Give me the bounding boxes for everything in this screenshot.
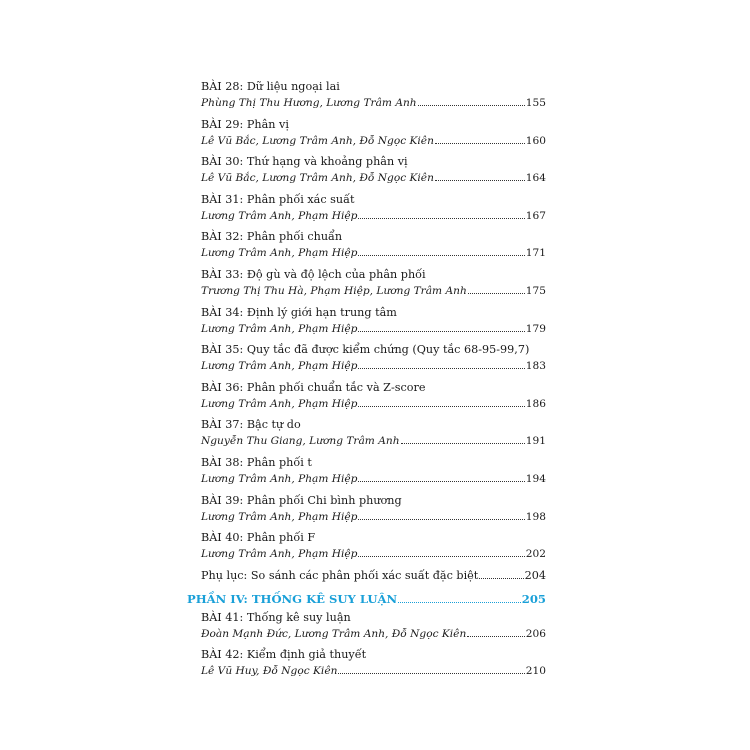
chapter-page-number: 210 — [525, 665, 546, 678]
appendix-title: Phụ lục: So sánh các phân phối xác suất đặc biệt — [201, 568, 479, 582]
chapter-authors: Lương Trâm Anh, Phạm Hiệp — [201, 209, 358, 222]
chapter-authors: Đoàn Mạnh Đức, Lương Trâm Anh, Đỗ Ngọc Kiên — [201, 627, 467, 640]
leader-dots — [338, 673, 524, 674]
chapter-page-number: 164 — [525, 172, 546, 185]
chapter-title: BÀI 30: Thứ hạng và khoảng phân vị — [201, 155, 408, 169]
chapter-title: BÀI 36: Phân phối chuẩn tắc và Z-score — [201, 380, 426, 394]
chapter-page-number: 206 — [525, 627, 546, 640]
leader-dots — [358, 556, 524, 557]
leader-dots — [358, 406, 524, 407]
chapter-author-line — [187, 509, 546, 525]
chapter-title: BÀI 38: Phân phối t — [201, 455, 312, 469]
leader-dots — [358, 368, 524, 369]
part-page: 205 — [521, 591, 546, 606]
chapter-authors: Lương Trâm Anh, Phạm Hiệp — [201, 322, 358, 335]
chapter-title-line — [187, 530, 546, 546]
chapter-authors: Lê Vũ Bắc, Lương Trâm Anh, Đỗ Ngọc Kiên — [201, 172, 434, 185]
chapter-author-line — [187, 471, 546, 487]
toc-entry[interactable] — [187, 192, 546, 224]
chapter-page-number: 183 — [525, 360, 546, 373]
chapter-title-line — [187, 305, 546, 321]
chapter-page-number: 186 — [525, 397, 546, 410]
chapter-title: BÀI 28: Dữ liệu ngoại lai — [201, 80, 340, 93]
chapter-author-line — [187, 245, 546, 261]
toc-entry[interactable] — [187, 417, 546, 449]
chapter-author-line — [187, 321, 546, 337]
chapter-authors: Lê Vũ Bắc, Lương Trâm Anh, Đỗ Ngọc Kiên — [201, 134, 434, 147]
appendix-entry[interactable] — [187, 568, 546, 584]
chapter-authors: Lương Trâm Anh, Phạm Hiệp — [201, 510, 358, 523]
chapter-page-number: 179 — [525, 322, 546, 335]
toc-entry[interactable] — [187, 229, 546, 261]
chapter-author-line — [187, 283, 546, 299]
chapter-title-line — [187, 647, 546, 663]
toc-entry[interactable] — [187, 647, 546, 679]
leader-dots — [358, 519, 524, 520]
chapter-title-line — [187, 417, 546, 433]
leader-dots — [358, 255, 524, 256]
toc-entry[interactable] — [187, 493, 546, 525]
chapter-title-line — [187, 610, 546, 626]
chapter-title-line — [187, 267, 546, 283]
leader-dots — [435, 180, 525, 181]
toc-entry[interactable] — [187, 305, 546, 337]
chapter-title-line — [187, 493, 546, 509]
chapter-page-number: 160 — [525, 134, 546, 147]
chapter-title: BÀI 39: Phân phối Chi bình phương — [201, 493, 402, 507]
chapter-page-number: 171 — [525, 247, 546, 260]
chapter-author-line — [187, 358, 546, 374]
chapter-page-number: 167 — [525, 209, 546, 222]
chapter-title: BÀI 31: Phân phối xác suất — [201, 192, 355, 206]
toc-entry[interactable] — [187, 455, 546, 487]
chapter-author-line — [187, 170, 546, 186]
chapter-title: BÀI 33: Độ gù và độ lệch của phân phối — [201, 267, 426, 281]
chapter-authors: Lê Vũ Huy, Đỗ Ngọc Kiên — [201, 665, 338, 678]
toc-entry[interactable] — [187, 117, 546, 149]
leader-dots — [418, 105, 525, 106]
chapter-title: BÀI 32: Phân phối chuẩn — [201, 230, 343, 244]
chapter-title-line — [187, 380, 546, 396]
chapter-page-number: 198 — [525, 510, 546, 523]
chapter-page-number: 175 — [525, 284, 546, 297]
chapter-page-number: 194 — [525, 472, 546, 485]
chapter-authors: Lương Trâm Anh, Phạm Hiệp — [201, 247, 358, 260]
chapter-page-number: 155 — [525, 97, 546, 109]
chapter-authors: Trương Thị Thu Hà, Phạm Hiệp, Lương Trâm Anh — [201, 284, 467, 297]
chapter-author-line — [187, 626, 546, 642]
chapter-author-line — [187, 133, 546, 149]
leader-dots — [358, 481, 524, 482]
toc-entry[interactable] — [187, 79, 546, 111]
chapter-author-line — [187, 95, 546, 111]
chapter-list — [187, 79, 546, 562]
leader-dots — [398, 602, 521, 603]
chapter-title-line — [187, 455, 546, 471]
chapter-page-number: 202 — [525, 548, 546, 561]
part-title: PHẦN IV: THỐNG KÊ SUY LUẬN — [187, 591, 398, 606]
chapter-title: BÀI 29: Phân vị — [201, 117, 289, 131]
leader-dots — [401, 443, 525, 444]
chapter-title-line — [187, 229, 546, 245]
leader-dots — [467, 636, 524, 637]
chapter-list — [187, 610, 546, 680]
chapter-title: BÀI 37: Bậc tự do — [201, 418, 301, 432]
chapter-author-line — [187, 663, 546, 679]
chapter-authors: Lương Trâm Anh, Phạm Hiệp — [201, 397, 358, 410]
part-heading[interactable] — [187, 590, 546, 608]
chapter-title: BÀI 41: Thống kê suy luận — [201, 610, 351, 624]
chapter-authors: Nguyễn Thu Giang, Lương Trâm Anh — [201, 435, 400, 448]
chapter-author-line — [187, 546, 546, 562]
chapter-title-line — [187, 342, 546, 358]
toc-entry[interactable] — [187, 610, 546, 642]
chapter-author-line — [187, 396, 546, 412]
chapter-author-line — [187, 208, 546, 224]
chapter-title: BÀI 35: Quy tắc đã được kiểm chứng (Quy tắc 68-95-99,7) — [201, 343, 530, 357]
leader-dots — [358, 331, 524, 332]
chapter-title: BÀI 34: Định lý giới hạn trung tâm — [201, 305, 397, 319]
toc-entry[interactable] — [187, 342, 546, 374]
toc-entry[interactable] — [187, 530, 546, 562]
chapter-title: BÀI 42: Kiểm định giả thuyết — [201, 648, 367, 662]
appendix-page: 204 — [524, 568, 546, 582]
leader-dots — [358, 218, 524, 219]
table-of-contents — [187, 79, 546, 685]
chapter-title-line — [187, 79, 546, 95]
chapter-title: BÀI 40: Phân phối F — [201, 531, 316, 545]
chapter-author-line — [187, 433, 546, 449]
toc-entry[interactable] — [187, 380, 546, 412]
chapter-title-line — [187, 117, 546, 133]
chapter-title-line — [187, 154, 546, 170]
chapter-page-number: 191 — [525, 435, 546, 448]
chapter-title-line — [187, 192, 546, 208]
leader-dots — [468, 293, 525, 294]
leader-dots — [435, 143, 525, 144]
chapter-authors: Lương Trâm Anh, Phạm Hiệp — [201, 548, 358, 561]
chapter-authors: Phùng Thị Thu Hương, Lương Trâm Anh — [201, 97, 417, 109]
chapter-authors: Lương Trâm Anh, Phạm Hiệp — [201, 360, 358, 373]
toc-entry[interactable] — [187, 154, 546, 186]
toc-entry[interactable] — [187, 267, 546, 299]
chapter-authors: Lương Trâm Anh, Phạm Hiệp — [201, 472, 358, 485]
leader-dots — [479, 578, 523, 579]
